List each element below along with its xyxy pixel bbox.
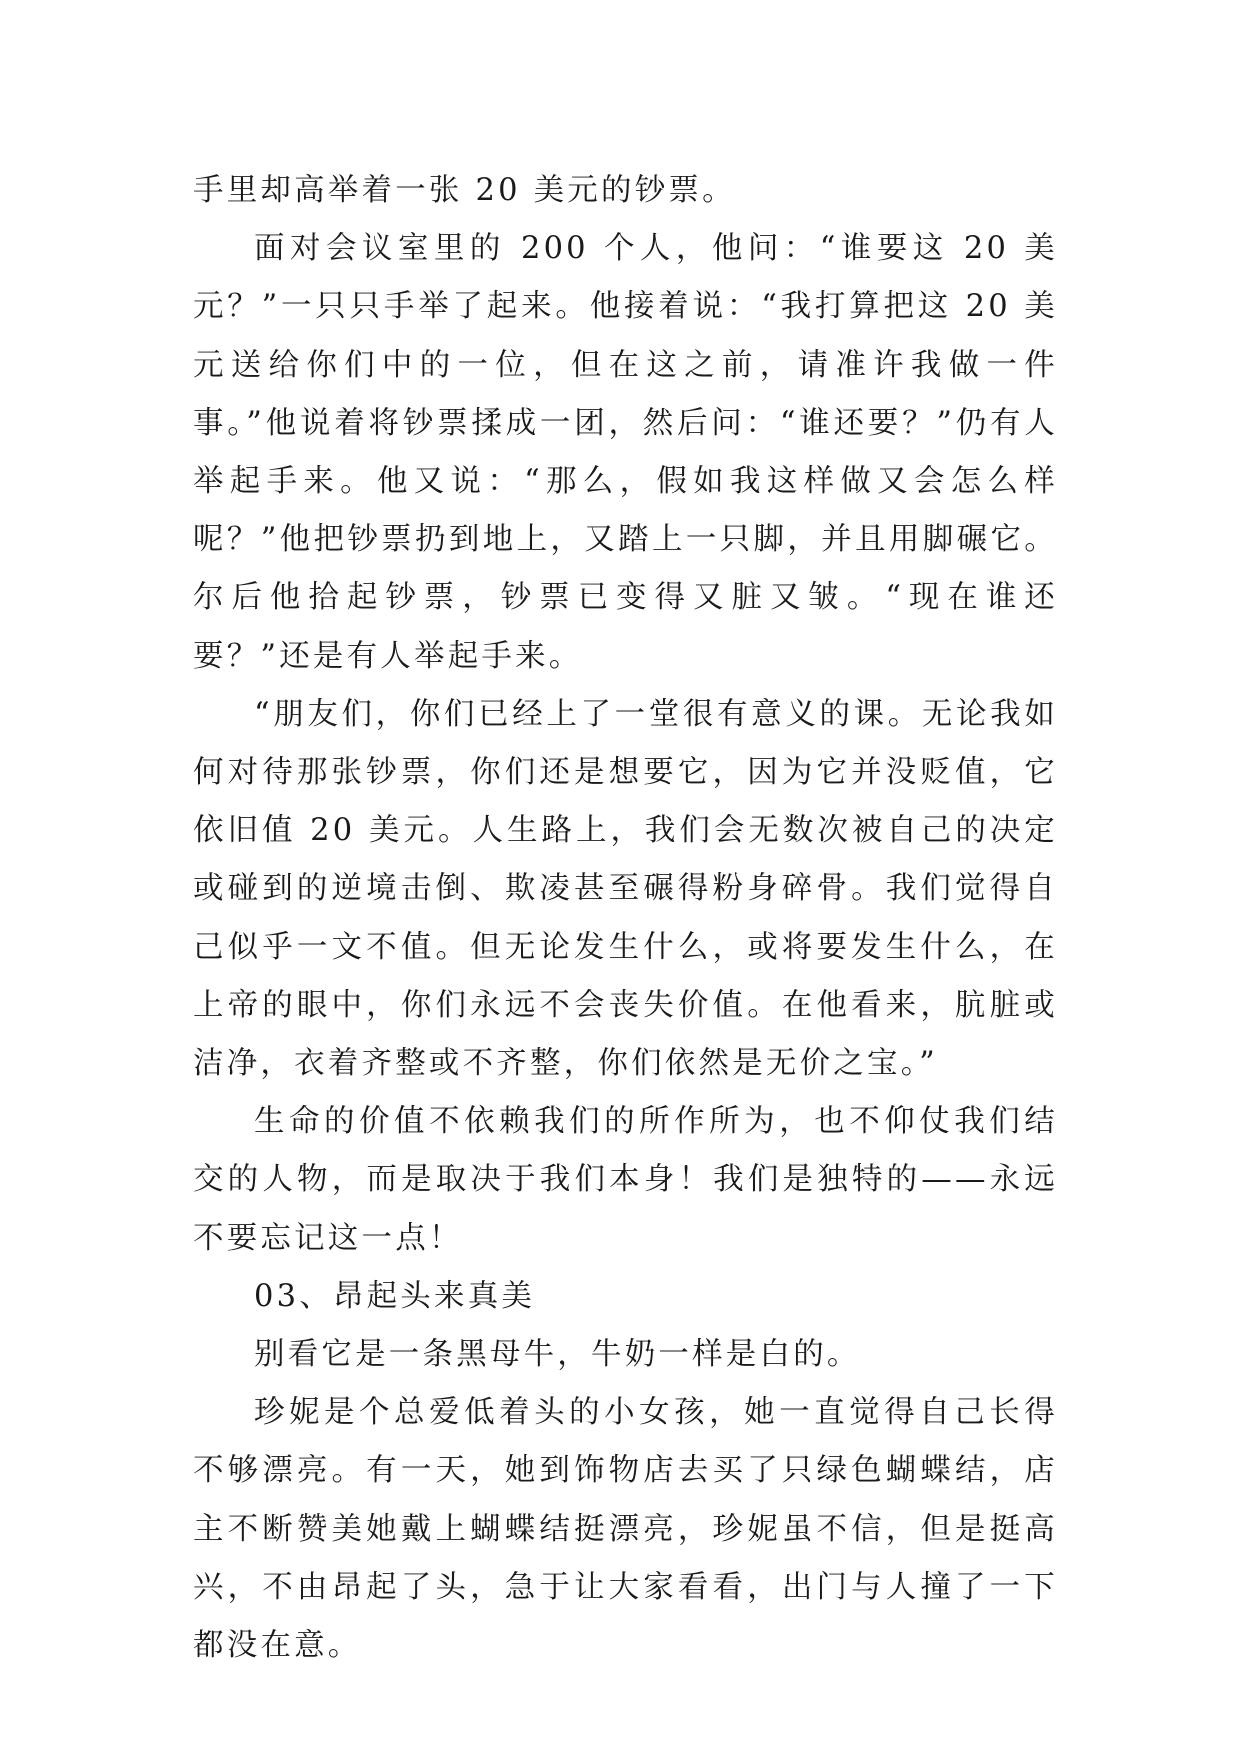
paragraph-banknote-story: 面对会议室里的 200 个人，他问：“谁要这 20 美元？”一只只手举了起来。他接着说：“我打算把这 20 美元送给你们中的一位，但在这之前，请准许我做一件事。”他说着将钞票揉成一团，然后问：“谁还要？”仍有人举起手来。他又说：“那么，假如我这样做又会怎么样呢？”他把钞票扔到地上，又踏上一只脚，并且用脚碾它。尔后他拾起钞票，钞票已变得又脏又皱。“现在谁还要？”还是有人举起手来。 xyxy=(193,231,1058,674)
document-body xyxy=(193,162,1058,1675)
paragraph-proverb: 别看它是一条黑母牛，牛奶一样是白的。 xyxy=(254,1337,861,1373)
paragraph-continuation: 手里却高举着一张 20 美元的钞票。 xyxy=(193,173,736,208)
paragraph-jenny-story: 珍妮是个总爱低着头的小女孩，她一直觉得自己长得不够漂亮。有一天，她到饰物店去买了只绿色蝴蝶结，店主不断赞美她戴上蝴蝶结挺漂亮，珍妮虽不信，但是挺高兴，不由昂起了头，急于让大家看看，出门与人撞了一下都没在意。 xyxy=(193,1395,1058,1664)
section-heading: 03、昂起头来真美 xyxy=(254,1278,536,1314)
paragraph-value-of-life: 生命的价值不依赖我们的所作所为，也不仰仗我们结交的人物，而是取决于我们本身！我们是独特的——永远不要忘记这一点！ xyxy=(193,1104,1058,1256)
paragraph-speech: “朋友们，你们已经上了一堂很有意义的课。无论我如何对待那张钞票，你们还是想要它，因为它并没贬值，它依旧值 20 美元。人生路上，我们会无数次被自己的决定或碰到的逆境击倒、欺凌甚至碾得粉身碎骨。我们觉得自己似乎一文不值。但无论发生什么，或将要发生什么，在上帝的眼中，你们永远不会丧失价值。在他看来，肮脏或洁净，衣着齐整或不齐整，你们依然是无价之宝。” xyxy=(193,696,1058,1082)
